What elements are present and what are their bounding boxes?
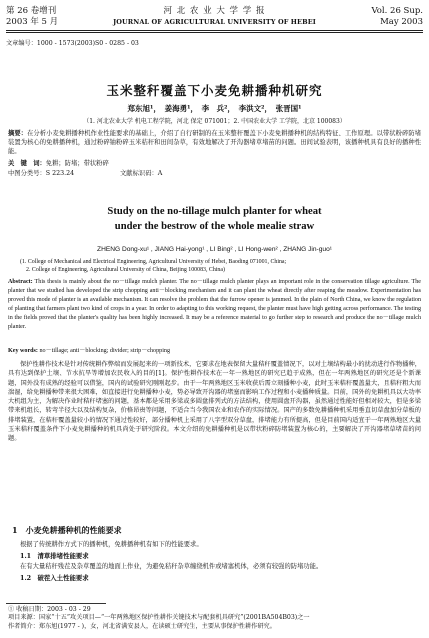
keywords-zh-label: 关 键 词：	[8, 160, 46, 167]
authors-zh: 郑东旭¹， 姜海勇¹， 李 兵²， 李洪文²， 张晋国¹	[127, 104, 302, 113]
keywords-en-text: no－tillage; anti－blocking; divider; strip－chopping	[39, 348, 170, 354]
subsection-1-1-text: 在有大量秸秆残茬及杂草覆盖的地面上作业，为避免秸秆杂草缠绕机件或堵塞机体，必须有较强的防堵功能。	[20, 563, 323, 570]
issue-date: 2003 年 5 月	[6, 17, 59, 27]
keywords-en	[8, 347, 421, 356]
footnote	[8, 606, 421, 631]
abstract-en	[8, 278, 421, 333]
affiliation-zh: （1. 河北农业大学 机电工程学院，河北 保定 071001；2. 中国农业大学 工学院，北京 100083）	[83, 118, 346, 125]
title-zh: 玉米整秆覆盖下小麦免耕播种机研究	[106, 83, 323, 98]
document-code: 文献标识码：A	[120, 170, 163, 177]
issue-date-en: May 2003	[380, 17, 423, 27]
journal-name-en: JOURNAL OF AGRICULTURAL UNIVERSITY OF HEBEI	[113, 18, 316, 26]
volume-label-en: Vol. 26 Sup.	[371, 6, 423, 16]
footnote-fund: 项目来源：国家“十五”攻关项目—“一年两熟地区保护性耕作关键技术与配套机具研究”(2001BA504B03)之一	[8, 614, 310, 622]
header-rule	[6, 30, 423, 31]
article-number: 文章编号：1000 - 1573(2003)S0 - 0285 - 03	[6, 40, 139, 47]
title-en-line2: under the bestrow of the whole mealie straw	[114, 220, 315, 232]
keywords-zh-text: 免耕；防堵；带状粉碎	[45, 160, 109, 167]
journal-name-header	[0, 6, 429, 28]
authors-en: ZHENG Dong-xu¹ , JIANG Hai-yong¹ , LI Bing² , LI Hong-wen² , ZHANG Jin-guo¹	[97, 246, 332, 253]
introduction-paragraph: 保护性耕作技术是针对传统耕作弊端而发展起来的一项新技术，它要求在地表保留大量秸秆覆盖情况下，以对土壤结构最小的扰动进行作物播种，具有达到保护土壤、节水抗旱等增加农民收入的目的[1]。保护性耕作技术在一年一熟地区的研究已趋于成熟，但在一年两熟地区的研究还是个新课题，国外没有成熟的经验可以借鉴，国内的试验研究刚刚起步。由于一年两熟地区玉米收获后需立刻播种小麦，此时玉米秸秆覆盖量大，且秸秆粗大而湍湿，给免耕播种带来很大困难，如直接进行免耕播种小麦，势必导致开沟器的堵塞而影响工作过程和小麦播种质量。目前，国外的免耕机具以大功率大机组为主，为解决作业时秸秆堵塞的问题，基本都是采用多梁或多圆盘排列式的方法结构，使用圆盘开沟器，虽然通过性能好但相对较大，但是多梁带来机组长，转弯半径大以及结构复杂，价格昂贵等问题，不适合当今我国农业和农作的实际情况。国产的多数免耕播种机采用垂直切草盘加分草板的排堵装置，在秸秆覆盖量较小的情况下通过性较好，部分播种机上采用了八字型双分草盘，排堵能力有所提高，但是目前国内适宜于一年两熟地区大量玉米秸秆覆盖条件下小麦免耕播种的机具尚处于研究阶段。本文介绍的免耕播种机是以带状粉碎防堵装置为核心的，主要解决了开沟器堵草堵苗的问题。	[8, 361, 421, 443]
title-en	[0, 205, 429, 234]
keywords-en-label: Key words:	[8, 348, 38, 354]
keywords-zh	[8, 159, 421, 168]
abstract-en-text: This thesis is mainly about the no－tillage mulch planter. The no－tillage mulch planter plays an important role in the conservation tillage agriculture. The planter that we studied has developed the strip chopping anti－blocking mechanism and it can plant the wheat directly after reaping the meadow. Experimentation has proved this mode of planter is an available mechanism. It can resolve the problem that the furrow opener is jammed. In the plain of North China, we know the regulation of planting that farmers plant two kind of crops in a year. In order to adapting to this working request, the planter must have high getting across performance. The testing in the fields proved that the planter's quality has been highly increased. It may be a reference material to go further step to research and produce the no－tillage mulch planter.	[8, 279, 421, 331]
journal-volume-header-en	[371, 6, 423, 28]
affiliation-en	[20, 258, 409, 274]
affiliation-en-2: 2. College of Engineering, Agricultural University of China, Beijing 100083, China)	[26, 267, 225, 273]
title-en-line1: Study on the no-tillage mulch planter for wheat	[107, 206, 322, 217]
header-rule-thin	[6, 32, 423, 33]
footnote-marker: ①	[8, 606, 17, 613]
journal-name-zh: 河 北 农 业 大 学 学 报	[163, 6, 266, 16]
volume-label: 第 26 卷增刊	[6, 6, 57, 16]
affiliation-en-1: (1. College of Mechanical and Electrical Engineering, Agricultural University of Hebei, Baoding 071001, China;	[20, 259, 287, 265]
footnote-rule	[6, 603, 106, 604]
subsection-1-1-heading: 1.1 清草排堵性能要求	[20, 552, 89, 560]
abstract-zh	[8, 129, 421, 156]
subsection-1-2-heading: 1.2 破茬入土性能要求	[20, 574, 89, 582]
section-1-intro: 根据了传统耕作方式下的播种机，免耕播种机有如下的性能要求。	[20, 541, 203, 548]
abstract-zh-label: 摘要：	[8, 130, 28, 137]
abstract-zh-text: 在分析小麦免耕播种机作业性能要求的基础上，介绍了自行研制的在玉米整秆覆盖下小麦免耕播种机的结构特征、工作原理。以带状粉碎防堵装置为核心的免耕播种机，通过粉碎铀粉碎玉米秸秆和田间杂草，有效地解决了开沟器堵草堵苗的问题。田间试验表明，该播种机具有良好的播种性能。	[8, 130, 422, 156]
footnote-bio: 作者简介：郑东旭(1977 - )，女，河北省满安县人，在读硕士研究生，主要从事保护性耕作研究。	[8, 622, 276, 630]
clc-number: 中图分类号：S 223.24	[8, 170, 75, 177]
section-1-heading: 1 小麦免耕播种机的性能要求	[12, 525, 122, 535]
received-date: 收稿日期：2003 - 03 - 29	[16, 606, 91, 613]
abstract-en-label: Abstract:	[8, 279, 33, 285]
